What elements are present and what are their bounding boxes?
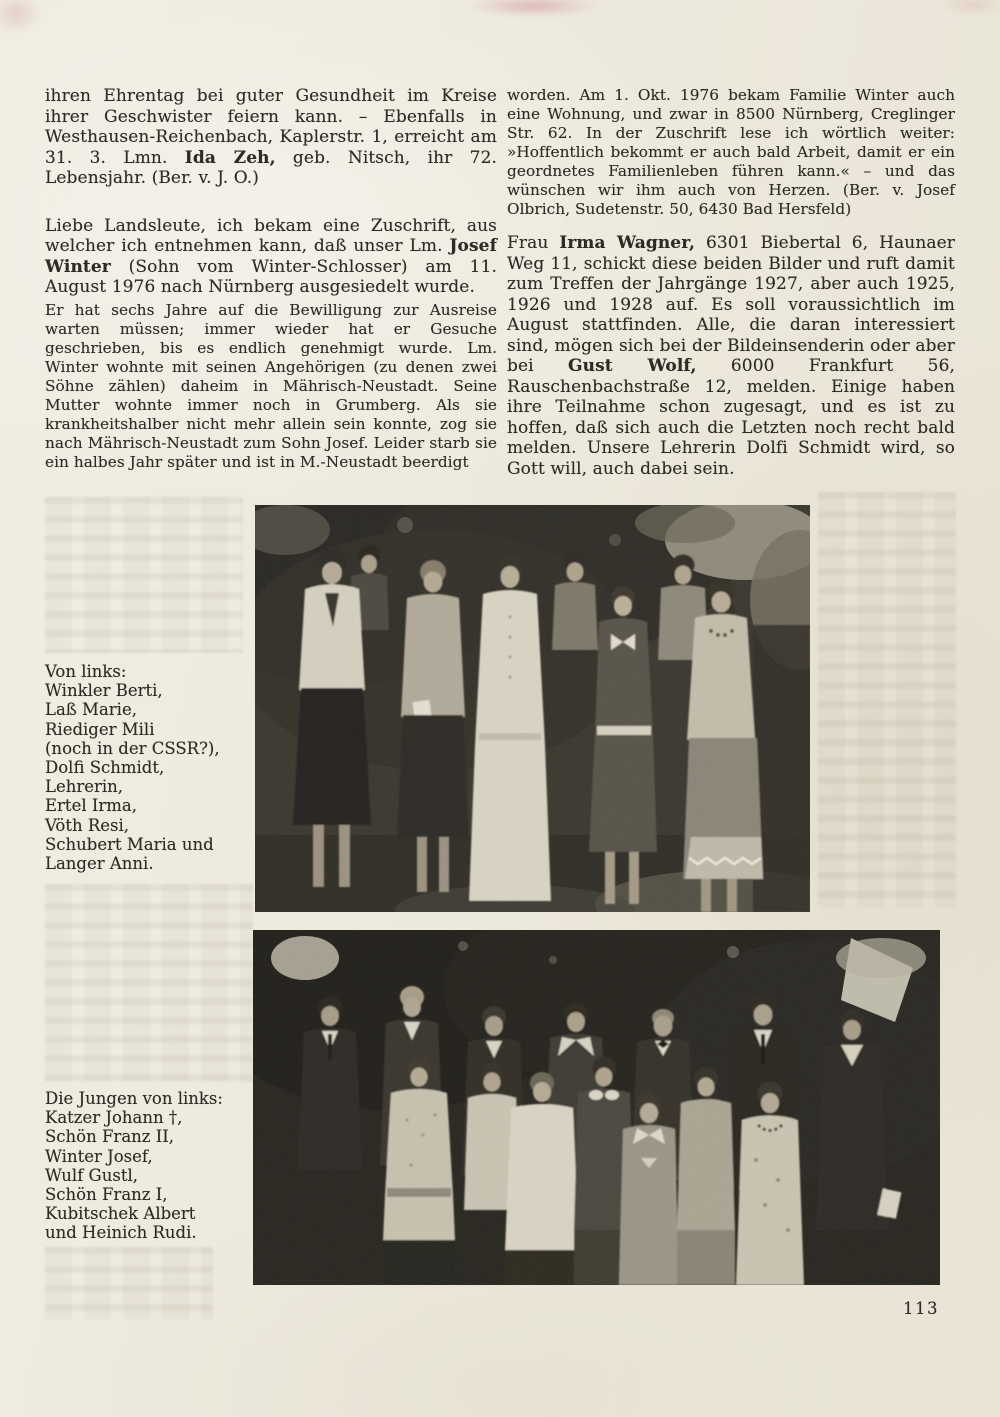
caption-line: (noch in der CSSR?), xyxy=(45,738,220,758)
page-number: 113 xyxy=(903,1299,939,1318)
caption-line: Ertel Irma, xyxy=(45,796,137,816)
bleed-through-text xyxy=(818,492,956,907)
winter-report-paragraph: Er hat sechs Jahre auf die Bewilligung zur Ausreise warten müssen; immer wieder hat er Gesuche geschrieben, bis es endlich genehmigt wurde. Lm. Winter wohnte mit seinen Angehörigen (zu denen zwei Söhne zählen) daheim in Mährisch-Neustadt. Seine Mutter wohnte immer noch in Grumberg. Als sie krankheitshalber nicht mehr allein sein konnte, zog sie nach Mährisch-Neustadt zum Sohn Josef. Leider starb sie ein halbes Jahr später und ist in M.-Neustadt beerdigt xyxy=(45,300,497,471)
caption-line: Vöth Resi, xyxy=(45,815,130,835)
photo-children-group xyxy=(253,930,940,1285)
bleed-through-text xyxy=(45,497,243,653)
caption-line: Laß Marie, xyxy=(45,700,137,720)
caption-line: Schön Franz I, xyxy=(45,1185,168,1205)
winter-report-continued-paragraph: worden. Am 1. Okt. 1976 bekam Familie Winter auch eine Wohnung, und zwar in 8500 Nürnberg, Creglinger Str. 62. In der Zuschrift lese ich wörtlich weiter: »Hoffentlich bekommt er auch bald Arbeit, damit er ein geordnetes Familienleben führen kann.« – und das wünschen wir ihm auch von Herzen. (Ber. v. Josef Olbrich, Sudetenstr. 50, 6430 Bad Hersfeld) xyxy=(507,86,955,218)
caption-line: Wulf Gustl, xyxy=(45,1165,138,1185)
caption-line: und Heinich Rudi. xyxy=(45,1223,197,1243)
pink-ink-smudge xyxy=(942,0,1000,15)
caption-line: Schubert Maria und xyxy=(45,834,214,854)
zuschrift-paragraph: Liebe Landsleute, ich bekam eine Zuschrift, aus welcher ich entnehmen kann, daß unser Lm. Josef Winter (Sohn vom Winter-Schlosser) am 11. August 1976 nach Nürnberg ausgesiedelt wurde. xyxy=(45,215,497,297)
continuation-paragraph: ihren Ehrentag bei guter Gesundheit im Kreise ihrer Geschwister feiern kann. – Ebenfalls in Westhausen-Reichenbach, Kaplerstr. 1, erreicht am 31. 3. Lmn. Ida Zeh, geb. Nitsch, ihr 72. Lebensjahr. (Ber. v. J. O.) xyxy=(45,86,497,188)
left-text-column xyxy=(45,86,497,472)
caption-line: Langer Anni. xyxy=(45,854,154,874)
bleed-through-text xyxy=(45,1247,213,1319)
caption-line: Schön Franz II, xyxy=(45,1127,174,1147)
right-text-column xyxy=(507,86,955,479)
caption-line: Riediger Mili xyxy=(45,719,155,739)
bleed-through-text xyxy=(45,884,253,1082)
caption-line: Von links: xyxy=(45,662,127,681)
caption-line: Kubitschek Albert xyxy=(45,1204,196,1224)
photo-caption-women xyxy=(45,662,260,873)
caption-line: Winkler Berti, xyxy=(45,681,163,701)
caption-line: Winter Josef, xyxy=(45,1146,153,1166)
photo-caption-boys xyxy=(45,1089,270,1243)
caption-line: Katzer Johann †, xyxy=(45,1108,183,1128)
wagner-paragraph: Frau Irma Wagner, 6301 Biebertal 6, Haunaer Weg 11, schickt diese beiden Bilder und ruft damit zum Treffen der Jahrgänge 1927, aber auch 1925, 1926 und 1928 auf. Es soll voraussichtlich im August stattfinden. Alle, die daran interessiert sind, mögen sich bei der Bildeinsenderin oder aber bei Gust Wolf, 6000 Frankfurt 56, Rauschenbachstraße 12, melden. Einige haben ihre Teilnahme schon zugesagt, und es ist zu hoffen, daß sich auch die Letzten noch recht bald melden. Unsere Lehrerin Dolfi Schmidt wird, so Gott will, auch dabei sein. xyxy=(507,233,955,479)
pink-ink-smudge xyxy=(468,0,600,17)
caption-line: Dolfi Schmidt, xyxy=(45,758,165,778)
caption-line: Die Jungen von links: xyxy=(45,1089,223,1108)
pink-ink-smudge xyxy=(0,0,42,34)
caption-line: Lehrerin, xyxy=(45,777,124,797)
photo-women-group xyxy=(255,505,810,912)
